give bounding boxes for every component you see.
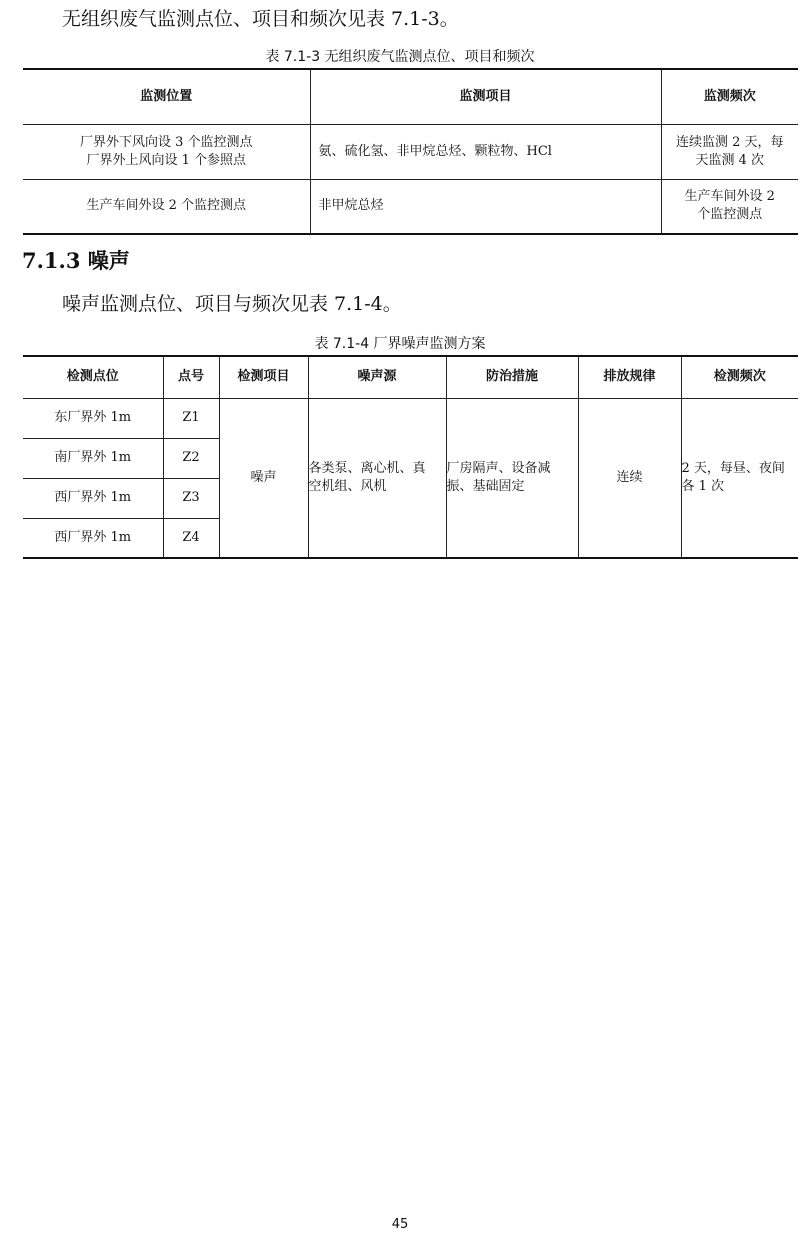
table1-location-cell xyxy=(23,124,310,179)
table1-header-frequency: 监测频次 xyxy=(661,69,798,124)
table2-caption: 表 7.1-4 厂界噪声监测方案 xyxy=(314,336,486,352)
table-row xyxy=(23,124,798,179)
table1-frequency-line: 生产车间外设 2 xyxy=(684,189,775,205)
section-paragraph: 噪声监测点位、项目与频次见表 7.1-4。 xyxy=(62,293,402,315)
table2-header-row xyxy=(23,356,798,398)
table1-air-monitoring xyxy=(23,68,798,235)
table1-items-cell: 非甲烷总烃 xyxy=(310,179,661,234)
table1-frequency-line: 连续监测 2 天，每 xyxy=(675,134,784,150)
table2-code-cell: Z4 xyxy=(163,518,219,558)
table1-header-row xyxy=(23,69,798,124)
table2-source-line: 空机组、风机 xyxy=(308,478,387,494)
page-number: 45 xyxy=(391,1217,409,1232)
table2-measures-cell xyxy=(446,398,578,558)
table1-caption: 表 7.1-3 无组织废气监测点位、项目和频次 xyxy=(265,49,535,65)
table2-point-cell: 东厂界外 1m xyxy=(23,398,163,438)
table1-location-line: 厂界外上风向设 1 个参照点 xyxy=(86,152,247,168)
table-row xyxy=(23,179,798,234)
table2-pattern-cell: 连续 xyxy=(578,398,681,558)
table2-header-frequency: 检测频次 xyxy=(681,356,798,398)
table1-header-items: 监测项目 xyxy=(310,69,661,124)
section-heading: 7.1.3 噪声 xyxy=(22,248,130,273)
table1-location-cell: 生产车间外设 2 个监控测点 xyxy=(23,179,310,234)
table2-header-item: 检测项目 xyxy=(219,356,308,398)
table1-header-location: 监测位置 xyxy=(23,69,310,124)
table2-header-source: 噪声源 xyxy=(308,356,446,398)
table-row xyxy=(23,398,798,438)
table2-point-cell: 西厂界外 1m xyxy=(23,518,163,558)
table2-code-cell: Z2 xyxy=(163,438,219,478)
table1-frequency-line: 天监测 4 次 xyxy=(695,152,765,168)
table2-measures-line: 振、基础固定 xyxy=(446,478,525,494)
table2-point-cell: 西厂界外 1m xyxy=(23,478,163,518)
table2-header-pattern: 排放规律 xyxy=(578,356,681,398)
table1-location-line: 厂界外下风向设 3 个监控测点 xyxy=(79,134,253,150)
table2-header-measures: 防治措施 xyxy=(446,356,578,398)
table2-frequency-cell xyxy=(681,398,798,558)
table2-source-cell xyxy=(308,398,446,558)
table2-source-line: 各类泵、离心机、真 xyxy=(308,460,426,476)
intro-paragraph: 无组织废气监测点位、项目和频次见表 7.1-3。 xyxy=(62,8,459,30)
table2-header-point: 检测点位 xyxy=(23,356,163,398)
table1-frequency-cell xyxy=(661,179,798,234)
table2-noise-monitoring xyxy=(23,355,798,559)
table1-frequency-cell xyxy=(661,124,798,179)
table2-frequency-line: 各 1 次 xyxy=(681,478,725,494)
table1-items-cell: 氨、硫化氢、非甲烷总烃、颗粒物、HCl xyxy=(310,124,661,179)
table2-point-cell: 南厂界外 1m xyxy=(23,438,163,478)
table2-header-code: 点号 xyxy=(163,356,219,398)
table2-code-cell: Z1 xyxy=(163,398,219,438)
table1-frequency-line: 个监控测点 xyxy=(697,207,763,223)
table2-frequency-line: 2 天，每昼、夜间 xyxy=(681,460,785,476)
table2-measures-line: 厂房隔声、设备减 xyxy=(446,460,551,476)
table2-item-cell: 噪声 xyxy=(219,398,308,558)
table2-code-cell: Z3 xyxy=(163,478,219,518)
